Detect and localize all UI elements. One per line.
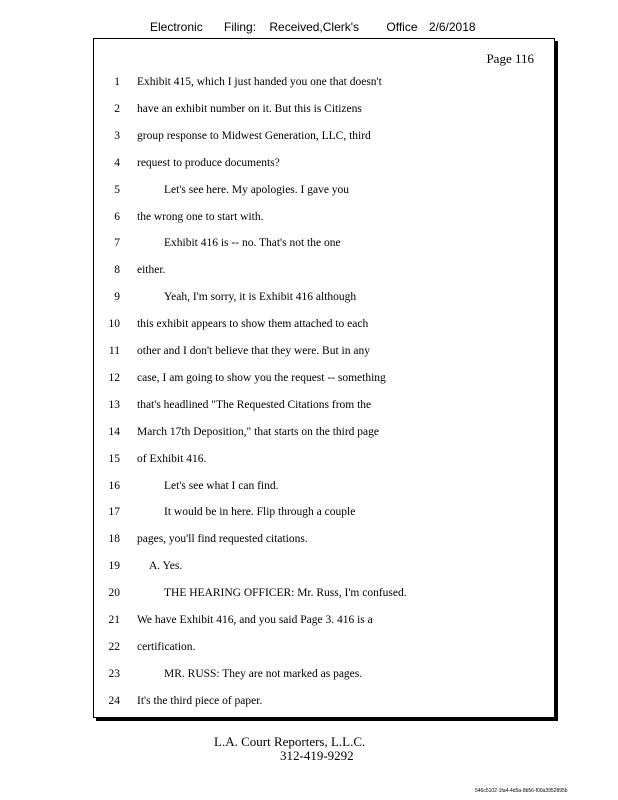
line-text: either. bbox=[137, 264, 166, 277]
line-number: 12 bbox=[108, 371, 120, 384]
header-electronic: Electronic bbox=[150, 20, 203, 34]
line-text: It's the third piece of paper. bbox=[137, 694, 263, 707]
line-text: other and I don't believe that they were. But in any bbox=[137, 345, 370, 357]
header-received: Received,Clerk's bbox=[269, 20, 360, 34]
line-text: Exhibit 415, which I just handed you one that doesn't bbox=[137, 76, 382, 88]
line-text: Let's see what I can find. bbox=[164, 479, 279, 492]
line-text: Exhibit 416 is -- no. That's not the one bbox=[164, 237, 341, 250]
header-date: 2/6/2018 bbox=[428, 20, 476, 34]
line-text: group response to Midwest Generation, LLC, third bbox=[137, 129, 371, 142]
line-number: 5 bbox=[114, 183, 120, 196]
line-text: THE HEARING OFFICER: Mr. Russ, I'm confused. bbox=[164, 587, 407, 600]
line-text: It would be in here. Flip through a couple bbox=[164, 506, 356, 519]
line-number: 20 bbox=[108, 587, 120, 600]
line-text: March 17th Deposition," that starts on the third page bbox=[137, 425, 379, 438]
header-office: Office bbox=[386, 20, 418, 34]
line-text: that's headlined "The Requested Citations from the bbox=[137, 398, 372, 411]
line-number: 1 bbox=[114, 76, 120, 88]
line-number: 6 bbox=[114, 210, 120, 223]
line-text: of Exhibit 416. bbox=[137, 452, 207, 465]
line-text: Let's see here. My apologies. I gave you bbox=[164, 183, 350, 196]
line-text: A. Yes. bbox=[149, 560, 183, 573]
line-number: 3 bbox=[114, 129, 120, 142]
line-text: MR. RUSS: They are not marked as pages. bbox=[164, 667, 363, 680]
line-text: Yeah, I'm sorry, it is Exhibit 416 although bbox=[164, 291, 357, 304]
filing-header bbox=[150, 20, 476, 34]
line-number: 2 bbox=[114, 102, 120, 115]
line-number: 4 bbox=[114, 156, 120, 169]
line-number: 10 bbox=[108, 318, 120, 331]
line-text: pages, you'll find requested citations. bbox=[137, 533, 308, 546]
header-filing: Filing: bbox=[224, 20, 257, 34]
line-text: the wrong one to start with. bbox=[137, 210, 264, 223]
line-number: 7 bbox=[114, 237, 120, 250]
line-text: have an exhibit number on it. But this is Citizens bbox=[137, 102, 362, 115]
line-number: 24 bbox=[108, 694, 120, 707]
line-number: 17 bbox=[108, 506, 120, 519]
line-number: 15 bbox=[108, 452, 120, 465]
page-number: Page 116 bbox=[486, 51, 534, 66]
line-text: We have Exhibit 416, and you said Page 3. 416 is a bbox=[137, 614, 373, 626]
line-text: certification. bbox=[137, 640, 196, 653]
footer-phone: 312-419-9292 bbox=[280, 748, 354, 763]
line-number: 23 bbox=[108, 667, 120, 680]
line-text: request to produce documents? bbox=[137, 156, 280, 169]
line-number: 16 bbox=[108, 479, 120, 492]
line-number: 18 bbox=[108, 533, 120, 546]
document-id: 546c5102-1fa4-4d5a-8b56-f00a3952895b bbox=[475, 788, 568, 794]
transcript-page bbox=[93, 38, 555, 718]
line-number: 22 bbox=[108, 640, 120, 653]
line-text: case, I am going to show you the request -- something bbox=[137, 371, 386, 384]
line-number: 8 bbox=[114, 264, 120, 277]
line-number: 9 bbox=[114, 291, 120, 304]
line-text: this exhibit appears to show them attached to each bbox=[137, 318, 369, 331]
line-number: 19 bbox=[108, 560, 120, 573]
line-number: 13 bbox=[108, 398, 120, 411]
line-number: 11 bbox=[108, 345, 120, 357]
line-number: 14 bbox=[108, 425, 120, 438]
line-number: 21 bbox=[108, 614, 120, 626]
footer-company: L.A. Court Reporters, L.L.C. bbox=[214, 734, 366, 749]
